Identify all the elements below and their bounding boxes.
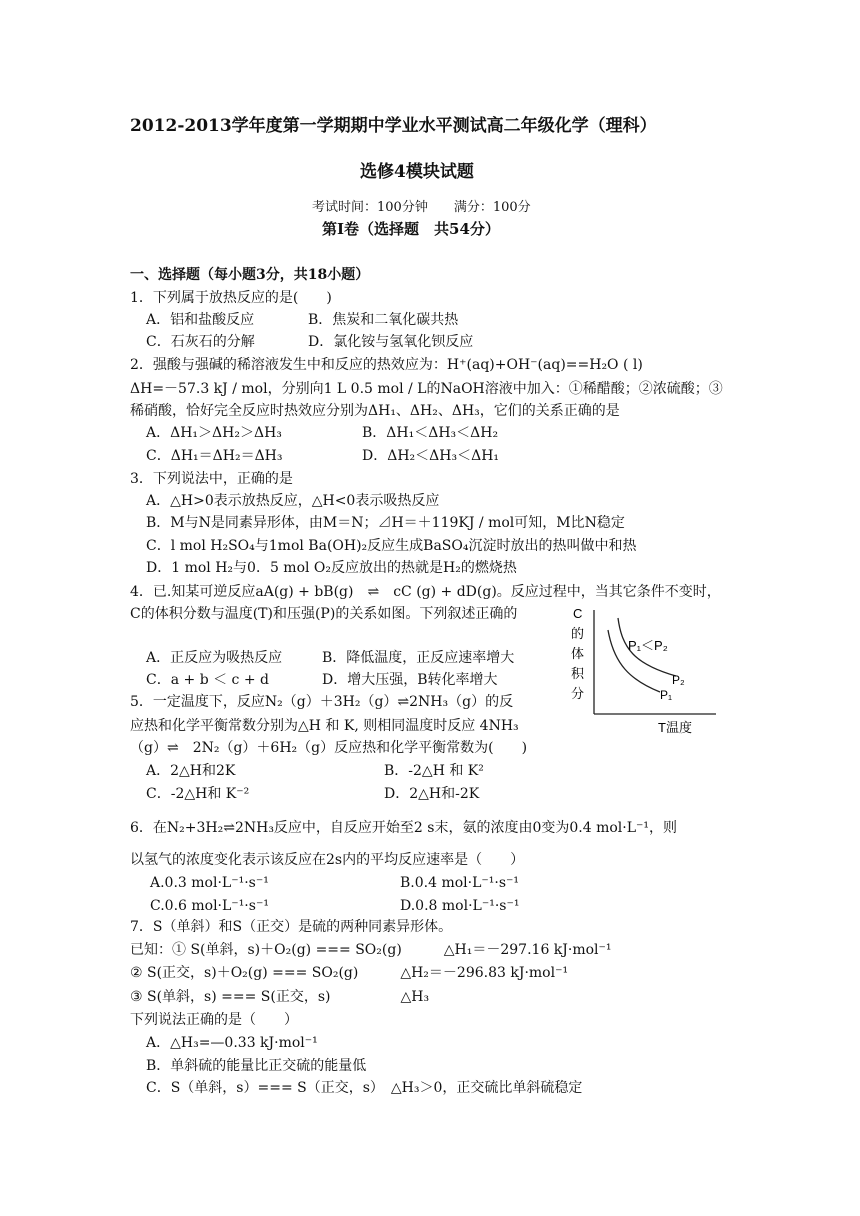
- q7-stem: 7．S（单斜）和S（正交）是硫的两种同素异形体。: [130, 919, 453, 935]
- q6-stem-line1: 6．在N₂+3H₂⇌2NH₃反应中，自反应开始至2 s末，氨的浓度由0变为0.4 mol·L⁻¹，则: [130, 820, 678, 836]
- q4-option-b[interactable]: B．降低温度，正反应速率增大: [322, 650, 515, 666]
- q5-stem-line2: 应热和化学平衡常数分别为△H 和 K, 则相同温度时反应 4NH₃: [130, 718, 519, 734]
- q2-option-b[interactable]: B．ΔH₁＜ΔH₃＜ΔH₂: [362, 425, 499, 441]
- q4-option-d[interactable]: D．增大压强，B转化率增大: [322, 672, 498, 688]
- q7-option-c[interactable]: C．S（单斜，s）=== S（正交，s） △H₃＞0，正交硫比单斜硫稳定: [146, 1080, 583, 1096]
- temperature-fraction-figure: [556, 600, 736, 750]
- q5-stem-line1: 5．一定温度下，反应N₂（g）＋3H₂（g）⇌2NH₃（g）的反: [130, 694, 514, 710]
- q7-given-2: ② S(正交，s)＋O₂(g) === SO₂(g) △H₂＝－296.83 kJ·mol⁻¹: [130, 965, 569, 981]
- q7-ask: 下列说法正确的是（ ）: [130, 1012, 298, 1028]
- q3-option-a[interactable]: A．△H>0表示放热反应，△H<0表示吸热反应: [146, 493, 440, 509]
- pressure-annotation: P₁＜P₂: [628, 638, 668, 653]
- curve-label-p2: P₂: [672, 673, 685, 687]
- q1-option-b[interactable]: B．焦炭和二氧化碳共热: [308, 312, 459, 328]
- svg-text:C: C: [573, 606, 583, 621]
- q7-given-1: 已知：① S(单斜，s)＋O₂(g) === SO₂(g) △H₁＝－297.16 kJ·mol⁻¹: [130, 942, 612, 958]
- x-axis-label: T温度: [658, 720, 692, 735]
- exam-info: 考试时间：100分钟 满分：100分: [312, 200, 531, 215]
- q1-stem: 1．下列属于放热反应的是( ): [130, 290, 332, 306]
- svg-text:的: 的: [571, 626, 585, 641]
- exam-subtitle: 选修4模块试题: [360, 162, 474, 182]
- q1-option-a[interactable]: A．铝和盐酸反应: [146, 312, 255, 328]
- q3-option-d[interactable]: D．1 mol H₂与0．5 mol O₂反应放出的热就是H₂的燃烧热: [146, 560, 517, 576]
- q4-option-a[interactable]: A．正反应为吸热反应: [146, 650, 283, 666]
- q5-option-d[interactable]: D．2△H和-2K: [384, 786, 480, 802]
- q3-option-c[interactable]: C．l mol H₂SO₄与1mol Ba(OH)₂反应生成BaSO₄沉淀时放出的热叫做中和热: [146, 538, 637, 554]
- q7-option-b[interactable]: B．单斜硫的能量比正交硫的能量低: [146, 1058, 367, 1074]
- section-heading: 一、选择题（每小题3分，共18小题）: [130, 267, 370, 283]
- q4-stem-line2: C的体积分数与温度(T)和压强(P)的关系如图。下列叙述正确的: [130, 606, 518, 622]
- q2-option-d[interactable]: D．ΔH₂＜ΔH₃＜ΔH₁: [362, 448, 500, 464]
- q3-option-b[interactable]: B．M与N是同素异形体，由M＝N；⊿H＝＋119KJ / mol可知，M比N稳定: [146, 515, 625, 531]
- q6-option-b[interactable]: B.0.4 mol·L⁻¹·s⁻¹: [400, 875, 520, 891]
- y-axis-label: [571, 606, 585, 701]
- volume-heading: 第Ⅰ卷（选择题 共54分）: [322, 220, 500, 238]
- q5-option-c[interactable]: C．-2△H和 K⁻²: [146, 786, 250, 802]
- q4-option-c[interactable]: C．a + b ＜ c + d: [146, 672, 269, 688]
- q2-option-a[interactable]: A．ΔH₁＞ΔH₂＞ΔH₃: [146, 425, 282, 441]
- q5-option-a[interactable]: A．2△H和2K: [146, 763, 236, 779]
- q2-stem-line3: 稀硝酸，恰好完全反应时热效应分别为ΔH₁、ΔH₂、ΔH₃，它们的关系正确的是: [130, 403, 620, 419]
- q2-stem-line2: ΔH=－57.3 kJ / mol，分别向1 L 0.5 mol / L的NaOH溶液中加入：①稀醋酸；②浓硫酸；③: [130, 381, 723, 397]
- q2-option-c[interactable]: C．ΔH₁＝ΔH₂＝ΔH₃: [146, 448, 283, 464]
- svg-text:分: 分: [571, 686, 585, 701]
- q3-stem: 3．下列说法中，正确的是: [130, 471, 293, 487]
- q4-stem-line1: 4．已.知某可逆反应aA(g) + bB(g) ⇌ cC (g) + dD(g)。反应过程中，当其它条件不变时，: [130, 584, 721, 600]
- q6-option-a[interactable]: A.0.3 mol·L⁻¹·s⁻¹: [150, 875, 269, 891]
- curve-label-p1: P₁: [660, 688, 673, 702]
- q7-given-3: ③ S(单斜，s) === S(正交，s) △H₃: [130, 989, 430, 1005]
- q5-stem-line3: （g）⇌ 2N₂（g）＋6H₂（g）反应热和化学平衡常数为( ): [130, 740, 528, 756]
- exam-title: 2012-2013学年度第一学期期中学业水平测试高二年级化学（理科）: [130, 116, 657, 136]
- q6-option-c[interactable]: C.0.6 mol·L⁻¹·s⁻¹: [150, 898, 269, 914]
- q6-stem-line2: 以氢气的浓度变化表示该反应在2s内的平均反应速率是（ ）: [130, 852, 525, 868]
- q6-option-d[interactable]: D.0.8 mol·L⁻¹·s⁻¹: [400, 898, 520, 914]
- svg-text:积: 积: [571, 666, 585, 681]
- q7-option-a[interactable]: A．△H₃=—0.33 kJ·mol⁻¹: [146, 1035, 318, 1051]
- q2-stem-line1: 2．强酸与强碱的稀溶液发生中和反应的热效应为：H⁺(aq)+OH⁻(aq)==H₂O ( l): [130, 357, 643, 373]
- q1-option-d[interactable]: D．氯化铵与氢氧化钡反应: [308, 334, 474, 350]
- svg-text:体: 体: [571, 646, 585, 661]
- q1-option-c[interactable]: C．石灰石的分解: [146, 334, 255, 350]
- q5-option-b[interactable]: B．-2△H 和 K²: [384, 763, 484, 779]
